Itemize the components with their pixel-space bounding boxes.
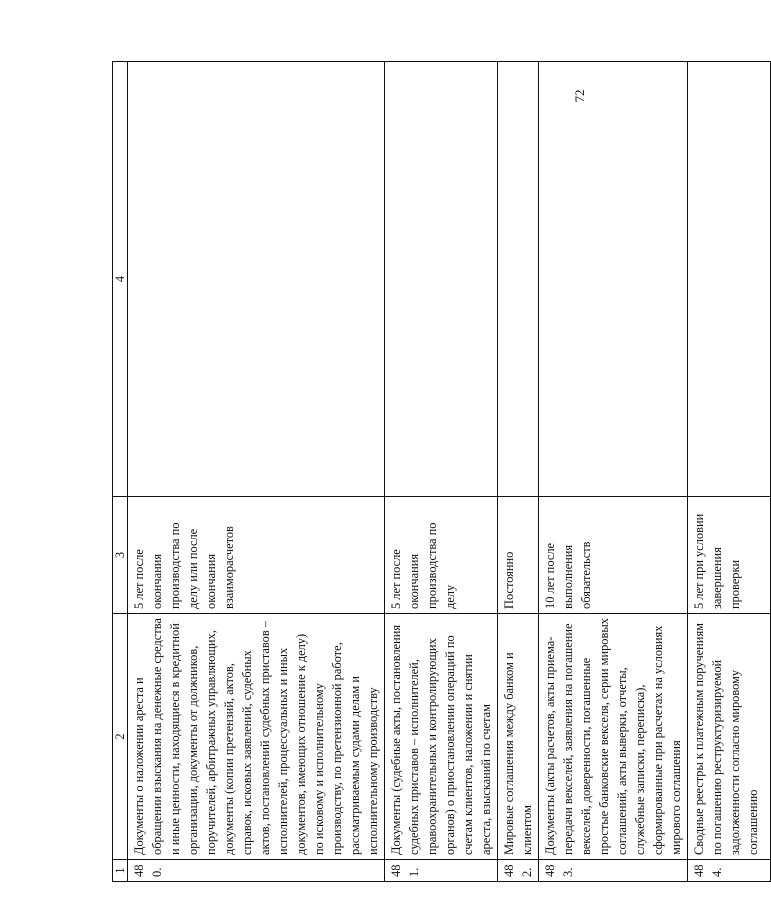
row-retention-term: Постоянно <box>498 497 539 614</box>
row-note <box>498 62 539 497</box>
table-row <box>385 62 498 882</box>
row-description: Сводные реестры к платежным поручениям по погашению реструктуризируемой задолженности согласно мировому соглашению <box>688 614 771 860</box>
row-description: Документы (акты расчетов, акты приема-передачи векселей, заявления на погашение векселей, доверенности, погашенные простые банковские векселя, серии мировых соглашений, акты выверки, отчеты, служебные записки, переписка), сформированные при расчетах на условиях мирового соглашения <box>539 614 688 860</box>
table-header-row <box>113 62 128 882</box>
row-number: 483. <box>539 860 688 882</box>
column-header-2: 2 <box>113 614 128 860</box>
row-number: 481. <box>385 860 498 882</box>
row-number: 482. <box>498 860 539 882</box>
table-row <box>539 62 688 882</box>
row-description: Мировые соглашения между банком и клиентом <box>498 614 539 860</box>
row-note <box>539 62 688 497</box>
column-header-3: 3 <box>113 497 128 614</box>
table-row <box>688 62 771 882</box>
row-number: 480. <box>128 860 385 882</box>
table-row <box>498 62 539 882</box>
column-header-1: 1 <box>113 860 128 882</box>
row-description: Документы (судебные акты, постановления судебных приставов – исполнителей, правоохранительных и контролирующих органов) о приостановлении операций по счетам клиентов, наложении и снятии ареста, взысканий по счетам <box>385 614 498 860</box>
table-row <box>128 62 385 882</box>
row-note <box>128 62 385 497</box>
records-table <box>112 61 771 882</box>
row-retention-term: 5 лет после окончания производства по делу <box>385 497 498 614</box>
row-retention-term: 5 лет после окончания производства по делу или после окончания взаиморасчетов <box>128 497 385 614</box>
row-note <box>385 62 498 497</box>
row-number: 484. <box>688 860 771 882</box>
row-retention-term: 5 лет при условии завершения проверки <box>688 497 771 614</box>
page-number: 72 <box>572 89 587 103</box>
row-retention-term: 10 лет после выполнения обязательств <box>539 497 688 614</box>
column-header-4: 4 <box>113 62 128 497</box>
row-description: Документы о наложении ареста и обращении взыскания на денежные средства и иные ценности, находящиеся в кредитной организации, документы от должников, поручителей, арбитражных управляющих, документы (копии претензий, актов, справок, исковых заявлений, судебных актов, постановлений судебных приставов – исполнителей, процессуальных и иных документов, имеющих отношение к делу) по исковому и исполнительному производству, по претензионной работе, рассматриваемым судами делам и исполнительному производству <box>128 614 385 860</box>
row-note <box>688 62 771 497</box>
